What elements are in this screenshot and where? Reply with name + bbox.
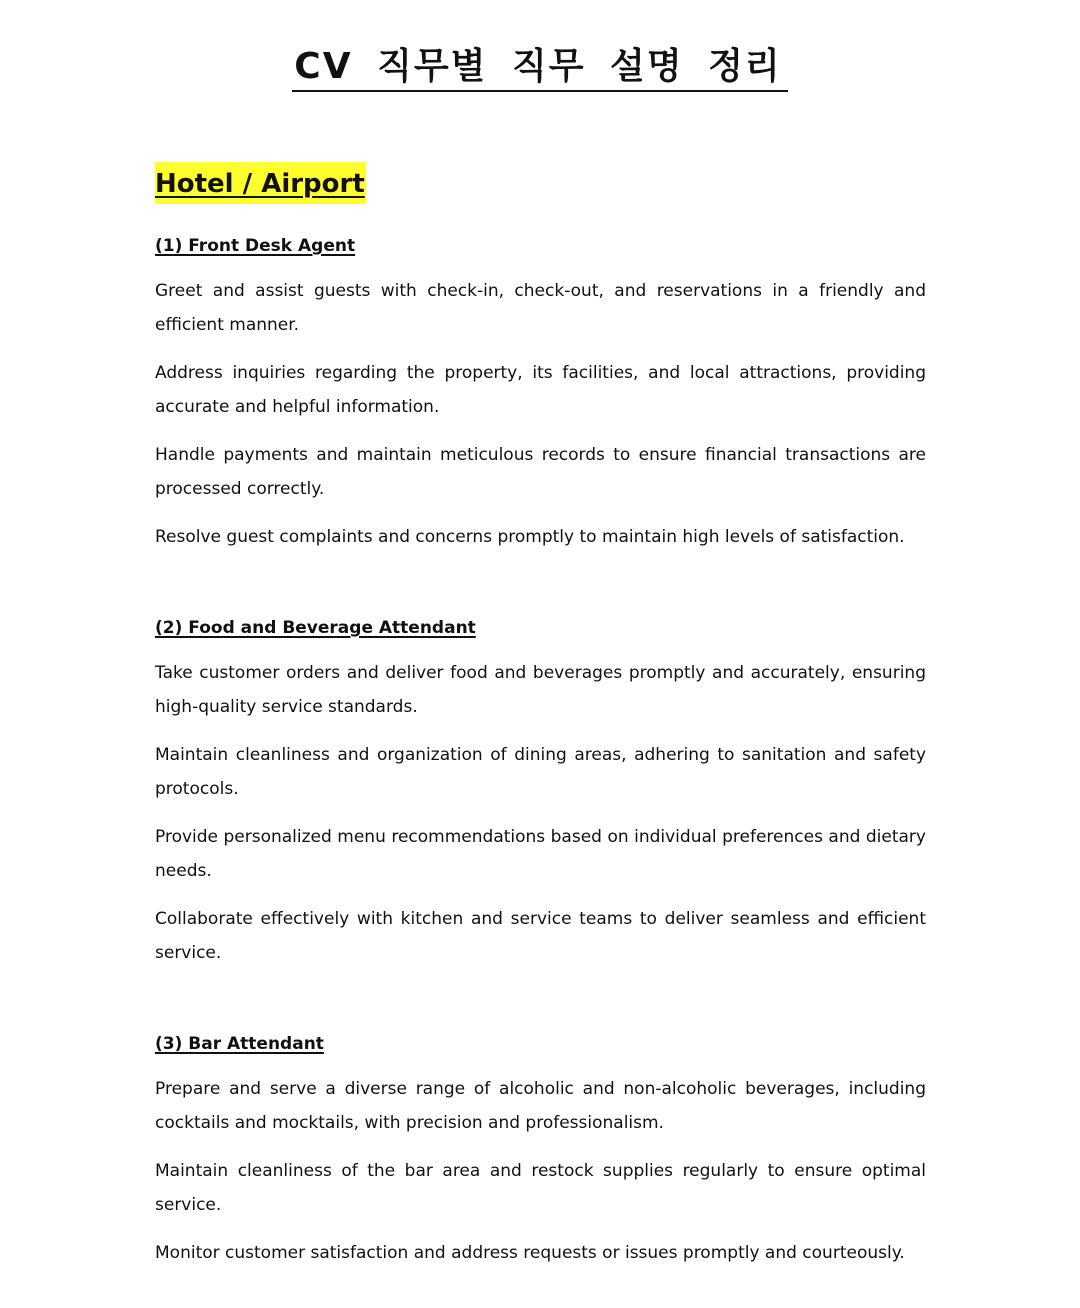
- duty-item: Maintain cleanliness and organization of dining areas, adhering to sanitation and safety protocols.: [155, 745, 926, 799]
- job-title: [155, 1032, 926, 1056]
- section-heading: [155, 162, 366, 204]
- job-title-text: (2) Food and Beverage Attendant: [155, 618, 476, 638]
- job-food-and-beverage-attendant: [155, 616, 926, 970]
- duty-item: Collaborate effectively with kitchen and service teams to deliver seamless and efficient service.: [155, 909, 926, 963]
- duty-item: Greet and assist guests with check-in, check-out, and reservations in a friendly and efficient manner.: [155, 281, 926, 335]
- duty-item: Provide personalized menu recommendations based on individual preferences and dietary needs.: [155, 827, 926, 881]
- duty-item: Handle payments and maintain meticulous records to ensure financial transactions are processed correctly.: [155, 445, 926, 499]
- duty-item: Prepare and serve a diverse range of alcoholic and non-alcoholic beverages, including cocktails and mocktails, with precision and professionalism.: [155, 1079, 926, 1133]
- job-front-desk-agent: [155, 234, 926, 554]
- job-title: [155, 616, 926, 640]
- duty-item: Address inquiries regarding the property, its facilities, and local attractions, providing accurate and helpful information.: [155, 363, 926, 417]
- job-title-text: (3) Bar Attendant: [155, 1034, 324, 1054]
- job-title: [155, 234, 926, 258]
- job-title-text: (1) Front Desk Agent: [155, 236, 356, 256]
- duty-item: Monitor customer satisfaction and address requests or issues promptly and courteously.: [155, 1243, 905, 1263]
- duty-item: Resolve guest complaints and concerns promptly to maintain high levels of satisfaction.: [155, 527, 905, 547]
- section-heading-text: Hotel / Airport: [155, 169, 365, 199]
- duty-item: Maintain cleanliness of the bar area and restock supplies regularly to ensure optimal service.: [155, 1161, 926, 1215]
- document-body: [155, 162, 926, 1284]
- job-bar-attendant: [155, 1032, 926, 1270]
- document-title: [0, 44, 1080, 92]
- document-title-text: CV 직무별 직무 설명 정리: [292, 44, 787, 92]
- duty-item: Take customer orders and deliver food and beverages promptly and accurately, ensuring high-quality service standards.: [155, 663, 926, 717]
